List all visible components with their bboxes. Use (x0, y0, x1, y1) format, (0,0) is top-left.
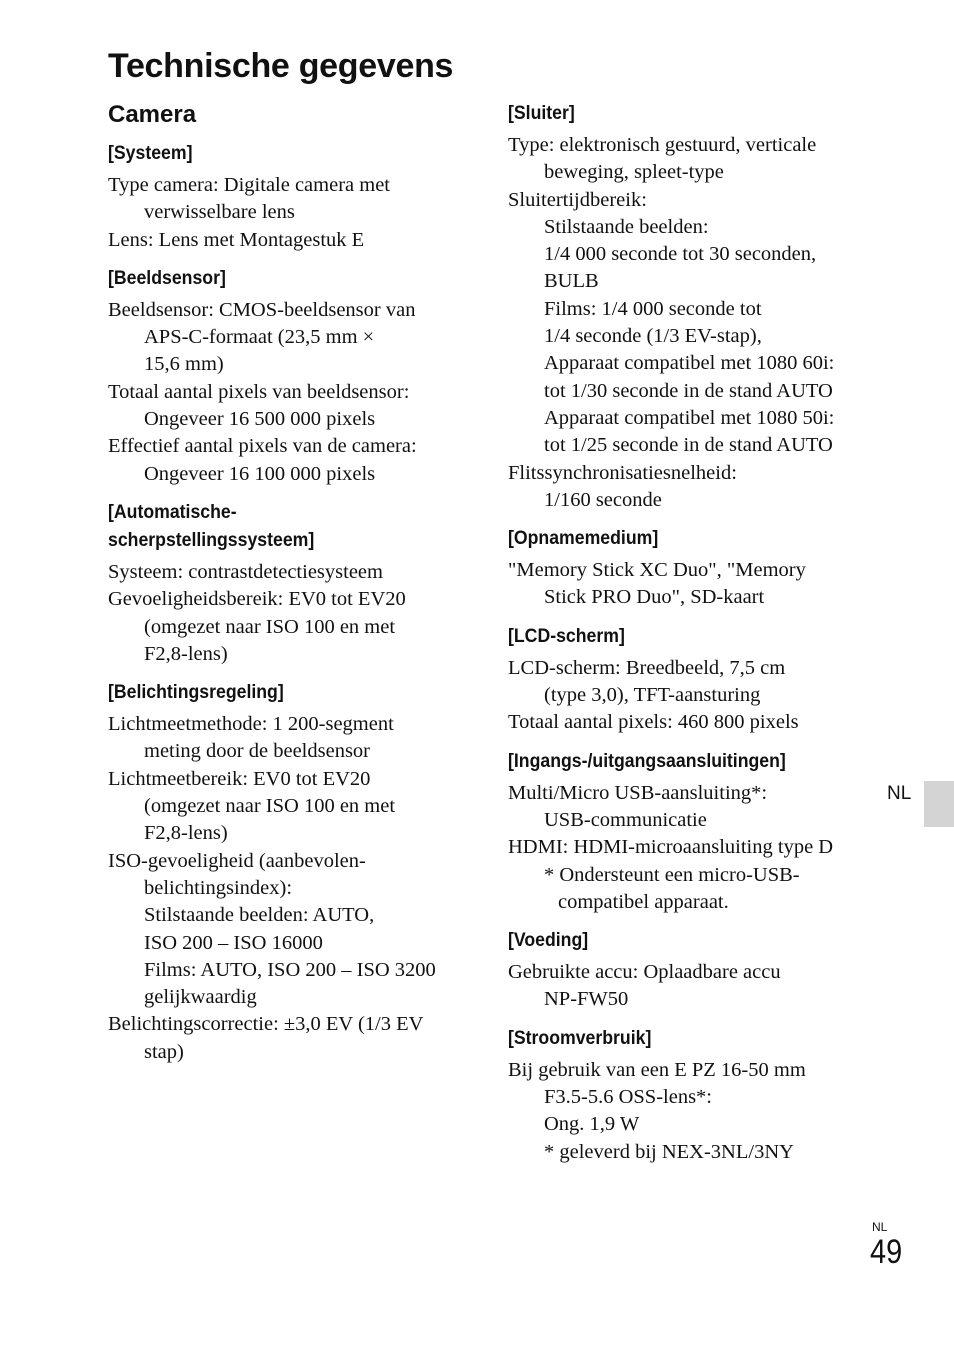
spec-line: belichtingsindex): (144, 876, 293, 899)
section-beeldsensor (108, 265, 478, 488)
spec-line: 15,6 mm) (144, 353, 224, 376)
spec-line: APS-C-formaat (23,5 mm × (144, 326, 375, 349)
spec-entry (108, 297, 478, 379)
left-column (108, 100, 478, 1077)
spec-line: Belichtingscorrectie: ±3,0 EV (1/3 EV (108, 1013, 424, 1036)
spec-line: 1/4 seconde (1/3 EV-stap), (544, 325, 762, 348)
spec-line: Flitssynchronisatiesnelheid: (508, 461, 737, 484)
spec-line: Multi/Micro USB-aansluiting*: (508, 781, 768, 804)
spec-line: Films: 1/4 000 seconde tot (544, 297, 762, 320)
spec-entry (108, 711, 478, 766)
spec-line: Systeem: contrastdetectiesysteem (108, 560, 383, 583)
spec-entry (108, 766, 478, 848)
spec-line: Lens: Lens met Montagestuk E (108, 228, 365, 251)
spec-line: F2,8-lens) (144, 822, 228, 845)
section-heading: [Voeding] (508, 930, 589, 952)
spec-entry (508, 187, 878, 460)
section-heading: [Systeem] (108, 143, 193, 164)
section-heading: [Stroomverbruik] (508, 1027, 652, 1049)
spec-entry (508, 1057, 878, 1166)
section-heading: [Sluiter] (508, 103, 575, 124)
section-heading: [Ingangs-/uitgangsaansluitingen] (508, 750, 786, 772)
spec-line: "Memory Stick XC Duo", "Memory (508, 559, 806, 582)
spec-entry (508, 557, 878, 612)
spec-entry (508, 959, 878, 1014)
spec-line: gelijkwaardig (144, 986, 257, 1009)
spec-line: 1/4 000 seconde tot 30 seconden, (544, 243, 817, 266)
section-sluiter (508, 100, 878, 514)
spec-line: Films: AUTO, ISO 200 – ISO 3200 (144, 958, 436, 981)
spec-line: Type camera: Digitale camera met (108, 174, 390, 196)
spec-line: meting door de beeldsensor (144, 740, 371, 763)
spec-entry (508, 780, 878, 835)
section-aansluitingen (508, 748, 878, 916)
spec-line: Apparaat compatibel met 1080 50i: (544, 406, 835, 429)
spec-line: LCD-scherm: Breedbeeld, 7,5 cm (508, 656, 786, 679)
spec-line: F2,8-lens) (144, 642, 228, 665)
footnote: compatibel apparaat. (558, 890, 729, 913)
page-number: 49 (870, 1233, 903, 1271)
section-heading: [Automatische- (108, 501, 237, 523)
section-heading: [Belichtingsregeling] (108, 682, 284, 704)
spec-line: Lichtmeetmethode: 1 200-segment (108, 713, 394, 736)
spec-entry (108, 227, 478, 254)
spec-line: Ongeveer 16 100 000 pixels (144, 462, 376, 485)
spec-line: Lichtmeetbereik: EV0 tot EV20 (108, 767, 371, 790)
language-tab-label: NL (887, 783, 912, 804)
spec-line: Gebruikte accu: Oplaadbare accu (508, 961, 781, 984)
footnote: * geleverd bij NEX-3NL/3NY (544, 1140, 794, 1163)
spec-line: (omgezet naar ISO 100 en met (144, 795, 396, 818)
spec-line: HDMI: HDMI-microaansluiting type D (508, 836, 834, 859)
spec-entry (108, 586, 478, 668)
spec-line: Apparaat compatibel met 1080 60i: (544, 352, 835, 375)
spec-line: Stilstaande beelden: (544, 215, 709, 238)
spec-line: Totaal aantal pixels: 460 800 pixels (508, 711, 799, 734)
section-opnamemedium (508, 525, 878, 612)
spec-entry (108, 559, 478, 586)
spec-entry (108, 172, 478, 227)
spec-line: Totaal aantal pixels van beeldsensor: (108, 380, 410, 403)
spec-line: stap) (144, 1040, 184, 1063)
spec-entry (508, 132, 878, 187)
spec-line: beweging, spleet-type (544, 161, 724, 184)
spec-line: Beeldsensor: CMOS-beeldsensor van (108, 298, 416, 321)
spec-entry (508, 834, 878, 916)
spec-line: ISO-gevoeligheid (aanbevolen- (108, 849, 366, 872)
spec-line: Stilstaande beelden: AUTO, (144, 904, 375, 927)
spec-line: F3.5-5.6 OSS-lens*: (544, 1086, 713, 1109)
section-title-camera: Camera (108, 101, 197, 128)
spec-line: Effectief aantal pixels van de camera: (108, 435, 417, 458)
spec-line: verwisselbare lens (144, 201, 295, 224)
section-systeem (108, 140, 478, 254)
spec-line: 1/160 seconde (544, 488, 662, 511)
spec-line: Bij gebruik van een E PZ 16-50 mm (508, 1058, 806, 1081)
section-autofocus (108, 499, 478, 668)
spec-line: tot 1/30 seconde in de stand AUTO (544, 379, 833, 402)
footnote: * Ondersteunt een micro-USB- (544, 863, 800, 886)
spec-line: Ong. 1,9 W (544, 1113, 640, 1136)
spec-line: Type: elektronisch gestuurd, verticale (508, 134, 817, 156)
section-heading: [Opnamemedium] (508, 528, 659, 550)
section-stroomverbruik (508, 1025, 878, 1166)
spec-line: Sluitertijdbereik: (508, 188, 647, 211)
spec-entry (508, 460, 878, 515)
section-heading: [LCD-scherm] (508, 625, 625, 647)
spec-line: Stick PRO Duo", SD-kaart (544, 586, 765, 609)
spec-line: USB-communicatie (544, 808, 707, 831)
spec-line: tot 1/25 seconde in de stand AUTO (544, 434, 833, 457)
section-lcd-scherm (508, 623, 878, 737)
spec-entry (108, 1011, 478, 1066)
page-language: NL (872, 1220, 888, 1234)
spec-entry (108, 848, 478, 1012)
section-heading: scherpstellingssysteem] (108, 529, 315, 551)
section-belichtingsregeling (108, 679, 478, 1066)
spec-line: Gevoeligheidsbereik: EV0 tot EV20 (108, 588, 406, 611)
spec-entry (108, 433, 478, 488)
spec-entry (108, 379, 478, 434)
spec-entry (508, 655, 878, 710)
section-heading: [Beeldsensor] (108, 267, 226, 289)
spec-line: NP-FW50 (544, 988, 629, 1011)
spec-line: (omgezet naar ISO 100 en met (144, 615, 396, 638)
spec-line: ISO 200 – ISO 16000 (144, 931, 323, 954)
page-title: Technische gegevens (108, 47, 454, 85)
spec-line: BULB (544, 270, 599, 293)
language-tab-marker (924, 781, 954, 827)
right-column (508, 100, 878, 1177)
spec-entry (508, 709, 878, 736)
section-voeding (508, 927, 878, 1014)
spec-line: Ongeveer 16 500 000 pixels (144, 408, 376, 431)
spec-line: (type 3,0), TFT-aansturing (544, 684, 761, 707)
